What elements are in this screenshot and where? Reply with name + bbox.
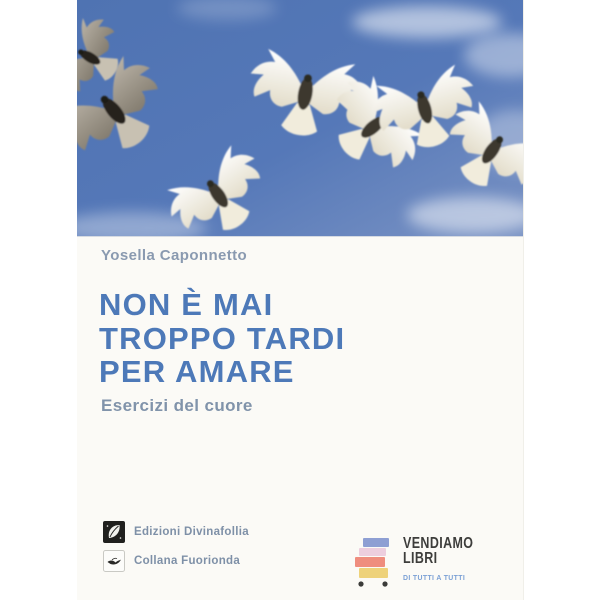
title-line-2: TROPPO TARDI bbox=[99, 320, 346, 356]
publisher-imprint bbox=[103, 521, 249, 543]
book-subtitle: Esercizi del cuore bbox=[101, 396, 253, 415]
collection-imprint bbox=[103, 550, 240, 572]
fuorionda-bird-icon bbox=[103, 550, 125, 572]
seller-text bbox=[403, 537, 493, 582]
vendiamolibri-logo bbox=[354, 537, 493, 592]
doves-photo bbox=[77, 0, 523, 236]
book-cover bbox=[77, 0, 524, 600]
seller-name-line-2: LIBRI bbox=[403, 549, 438, 567]
divinafollia-leaf-icon bbox=[103, 521, 125, 543]
seller-tagline: DI TUTTI A TUTTI bbox=[403, 573, 466, 582]
title-line-1: NON È MAI bbox=[99, 287, 274, 322]
title-line-3: PER AMARE bbox=[99, 354, 295, 389]
seller-name-line-1: VENDIAMO bbox=[403, 535, 474, 552]
author-name: Yosella Caponnetto bbox=[101, 247, 248, 264]
book-cart-icon bbox=[354, 537, 394, 592]
collection-name: Collana Fuorionda bbox=[134, 555, 241, 567]
book-title bbox=[99, 288, 345, 389]
publisher-name: Edizioni Divinafollia bbox=[134, 526, 249, 538]
